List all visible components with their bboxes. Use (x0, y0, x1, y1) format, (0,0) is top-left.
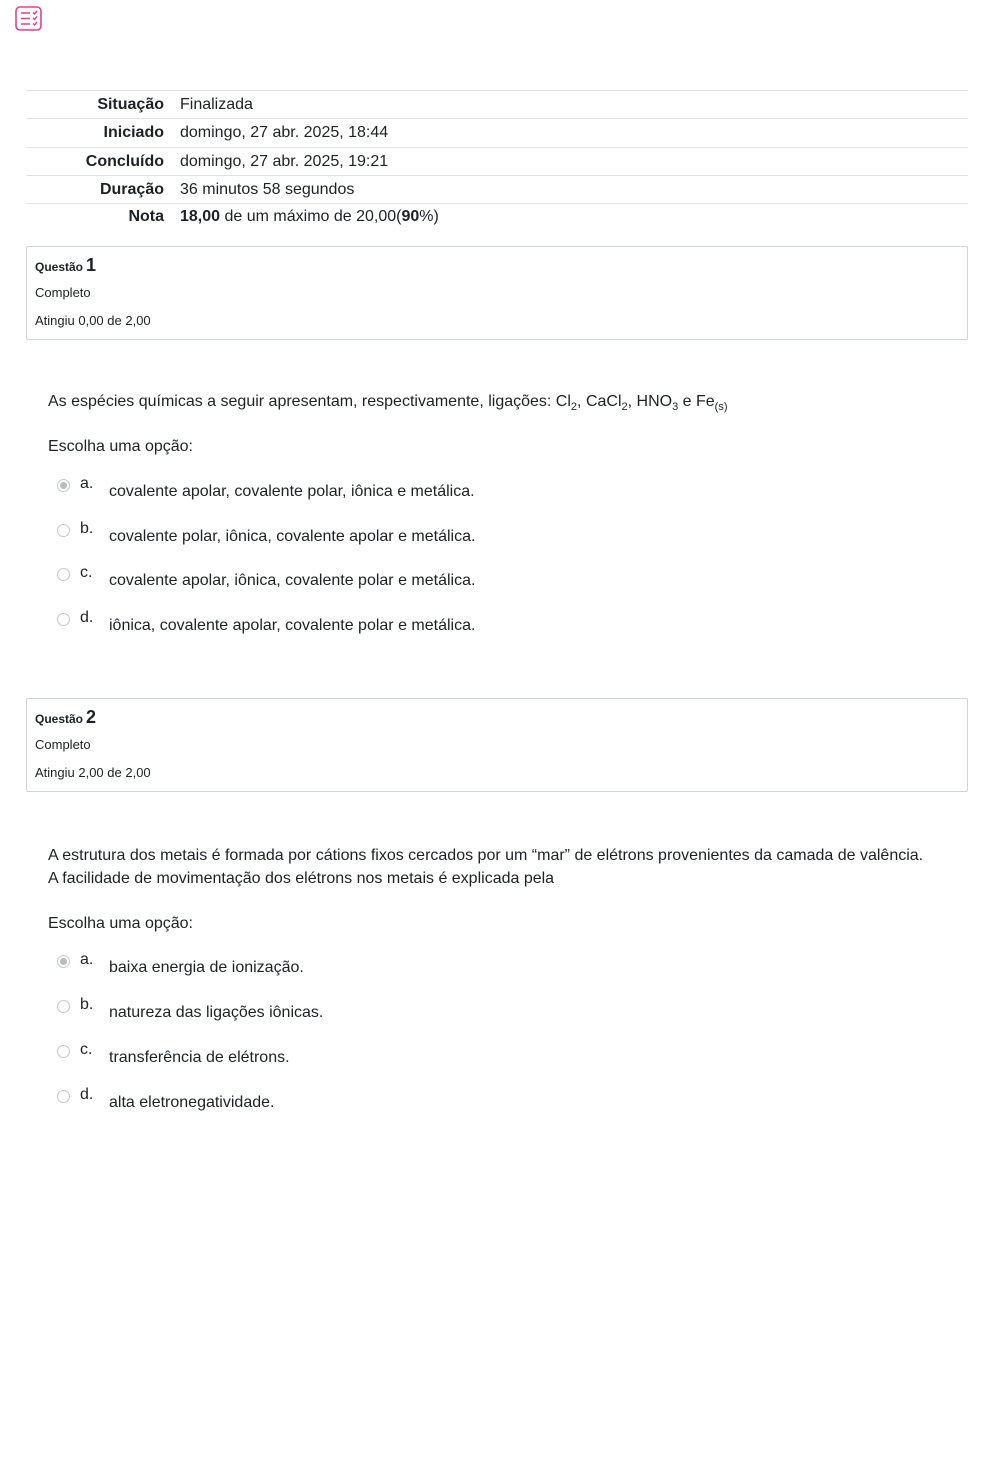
qtext-part: , HNO (627, 393, 673, 410)
summary-value: domingo, 27 abr. 2025, 18:44 (180, 124, 389, 141)
summary-value: 36 minutos 58 segundos (180, 180, 355, 198)
grade-percent: 90 (401, 208, 420, 225)
question-number: 1 (86, 255, 97, 275)
q2-option-a[interactable] (57, 953, 657, 983)
question-label: Questão (35, 260, 84, 274)
summary-value (180, 208, 968, 226)
question-2-text (48, 844, 948, 890)
q1-option-a[interactable] (57, 477, 657, 507)
option-text[interactable]: transferência de elétrons. (109, 1049, 290, 1066)
qtext-sub: 2 (621, 401, 628, 414)
option-letter: a. (80, 475, 94, 492)
radio-button[interactable] (57, 524, 70, 537)
question-status: Completo (35, 737, 91, 752)
summary-label: Duração (99, 180, 164, 198)
q1-option-b[interactable] (57, 522, 657, 552)
qtext-line: A estrutura dos metais é formada por cátions fixos cercados por um “mar” de elétrons provenientes da camada de valência. (48, 847, 924, 864)
summary-label: Iniciado (103, 124, 164, 141)
option-letter: d. (80, 1086, 94, 1103)
summary-row-grade (26, 203, 968, 230)
summary-label: Concluído (85, 152, 164, 170)
option-text[interactable]: natureza das ligações iônicas. (109, 1004, 324, 1021)
option-letter: b. (80, 520, 94, 537)
summary-label: Nota (128, 208, 164, 225)
quiz-checklist-icon (15, 6, 42, 31)
question-title (35, 707, 96, 728)
radio-button[interactable] (57, 1045, 70, 1058)
summary-row-completed (26, 147, 968, 175)
option-letter: c. (80, 1041, 93, 1058)
grade-score: 18,00 (180, 208, 221, 225)
attempt-summary (26, 90, 968, 230)
radio-button[interactable] (57, 1090, 70, 1103)
summary-row-duration (26, 175, 968, 203)
q1-option-d[interactable] (57, 611, 657, 641)
grade-end: %) (419, 208, 439, 225)
q2-option-c[interactable] (57, 1043, 657, 1073)
qtext-part: , CaCl (577, 393, 622, 410)
radio-button[interactable] (57, 568, 70, 581)
qtext-sub: 2 (570, 401, 578, 414)
question-1-prompt: Escolha uma opção: (48, 438, 193, 455)
summary-label: Situação (97, 95, 164, 113)
summary-value: domingo, 27 abr. 2025, 19:21 (180, 152, 389, 170)
option-letter: b. (80, 996, 94, 1013)
qtext-line: A facilidade de movimentação dos elétrons nos metais é explicada pela (48, 870, 555, 887)
qtext-sub: 3 (672, 401, 679, 414)
option-letter: a. (80, 951, 94, 968)
option-text[interactable]: iônica, covalente apolar, covalente polar e metálica. (109, 617, 476, 634)
question-title (35, 255, 96, 276)
q2-option-d[interactable] (57, 1088, 657, 1118)
option-text[interactable]: alta eletronegatividade. (109, 1094, 275, 1111)
summary-value: Finalizada (180, 95, 253, 113)
option-text[interactable]: covalente apolar, iônica, covalente polar e metálica. (109, 572, 476, 589)
question-grade: Atingiu 0,00 de 2,00 (35, 313, 151, 328)
option-text[interactable]: baixa energia de ionização. (109, 959, 304, 976)
option-letter: d. (80, 609, 94, 626)
q1-option-c[interactable] (57, 566, 657, 596)
q2-option-b[interactable] (57, 998, 657, 1028)
radio-button[interactable] (57, 613, 70, 626)
radio-button[interactable] (57, 955, 70, 968)
question-2-info (26, 698, 968, 792)
grade-middle: de um máximo de 20,00( (220, 208, 402, 225)
question-status: Completo (35, 285, 91, 300)
question-1-text (48, 390, 948, 419)
question-number: 2 (86, 707, 97, 727)
question-2-prompt: Escolha uma opção: (48, 915, 193, 932)
summary-row-started (26, 118, 968, 147)
summary-row-status (26, 90, 968, 118)
radio-button[interactable] (57, 1000, 70, 1013)
option-text[interactable]: covalente polar, iônica, covalente apolar e metálica. (109, 528, 476, 545)
qtext-part: As espécies químicas a seguir apresentam, respectivamente, ligações: Cl (48, 393, 571, 410)
qtext-sub: (s) (714, 401, 728, 414)
question-label: Questão (35, 712, 84, 726)
qtext-part: e Fe (678, 393, 715, 410)
question-grade: Atingiu 2,00 de 2,00 (35, 765, 151, 780)
option-text[interactable]: covalente apolar, covalente polar, iônica e metálica. (109, 483, 475, 500)
radio-button[interactable] (57, 479, 70, 492)
option-letter: c. (80, 564, 93, 581)
question-1-info (26, 246, 968, 340)
